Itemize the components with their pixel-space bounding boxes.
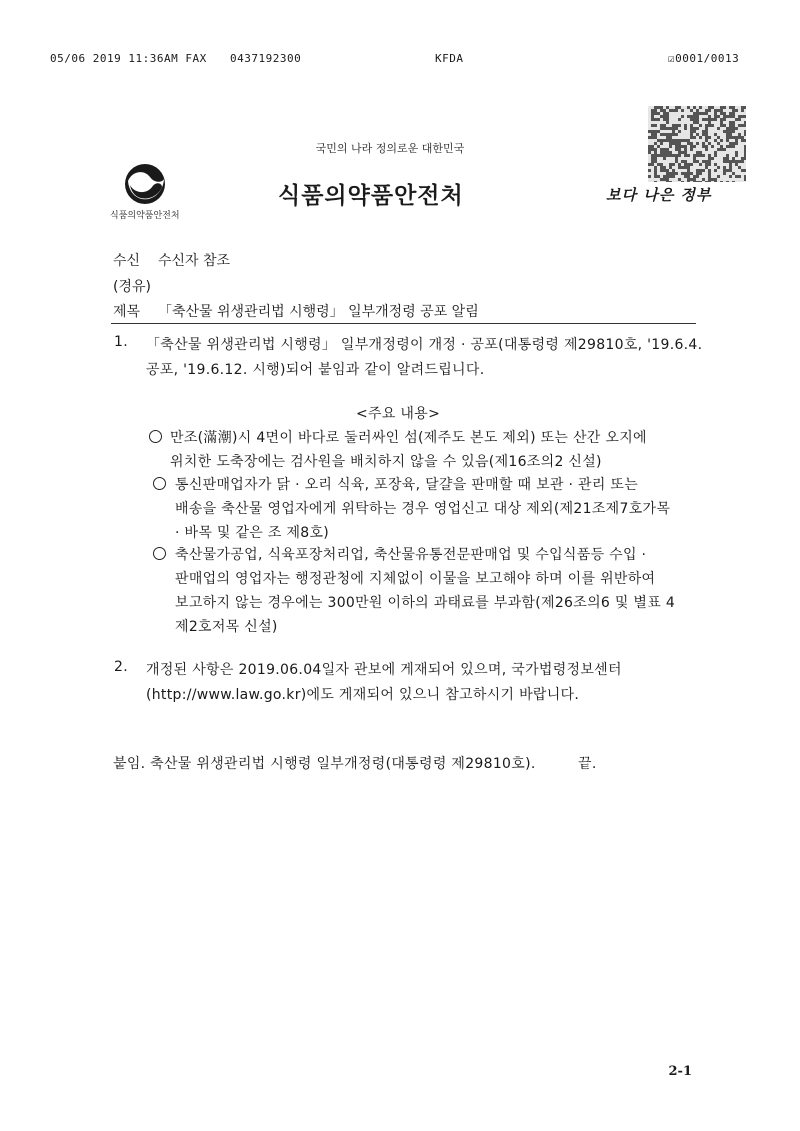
bullet-circle-icon — [153, 547, 166, 560]
fax-datetime: 05/06 2019 11:36AM FAX — [50, 52, 207, 65]
paragraph2-line1: 개정된 사항은 2019.06.04일자 관보에 게재되어 있으며, 국가법령정보센터 — [146, 662, 622, 678]
fax-page-icon: ☑ — [668, 52, 676, 65]
paragraph2-line2: (http://www.law.go.kr)에도 게재되어 있으니 참고하시기 바랍니다. — [146, 687, 580, 703]
qr-code-icon — [648, 106, 746, 182]
item3-line1: 축산물가공업, 식육포장처리업, 축산물유통전문판매업 및 수입식품등 수입 · — [175, 547, 647, 563]
recipient-value: 수신자 참조 — [158, 253, 231, 269]
item3-line3: 보고하지 않는 경우에는 300만원 이하의 과태료를 부과함(제26조의6 및 별표 4 — [175, 595, 676, 611]
recipient-label: 수신 — [113, 253, 141, 269]
main-contents-heading: <주요 내용> — [356, 406, 441, 422]
subject-label: 제목 — [113, 304, 141, 320]
item2-line2: 배송을 축산물 영업자에게 위탁하는 경우 영업신고 대상 제외(제21조제7호가목 — [175, 501, 671, 517]
divider — [111, 323, 696, 324]
slogan: 국민의 나라 정의로운 대한민국 — [315, 142, 465, 155]
item2-line3: · 바목 및 같은 조 제8호) — [175, 525, 330, 541]
agency-title: 식품의약품안전처 — [278, 183, 464, 209]
paragraph1-number: 1. — [114, 334, 128, 350]
paragraph1-line1: 「축산물 위생관리법 시행령」 일부개정령이 개정 · 공포(대통령령 제29810호, '19.6.4. — [146, 337, 703, 353]
page-number: 2-1 — [668, 1064, 692, 1079]
attachment-text: 붙임. 축산물 위생관리법 시행령 일부개정령(대통령령 제29810호). — [113, 756, 536, 772]
via-label: (경유) — [113, 279, 151, 295]
agency-name-small: 식품의약품안전처 — [110, 211, 180, 221]
paragraph1-line2: 공포, '19.6.12. 시행)되어 붙임과 같이 알려드립니다. — [146, 362, 485, 378]
fax-sender: KFDA — [435, 52, 464, 65]
subject-value: 「축산물 위생관리법 시행령」 일부개정령 공포 알림 — [158, 304, 479, 320]
bullet-circle-icon — [149, 430, 162, 443]
item2-line1: 통신판매업자가 닭 · 오리 식육, 포장육, 달걀을 판매할 때 보관 · 관리 또는 — [175, 477, 639, 493]
gov-logo-text: 보다 나은 정부 — [606, 186, 712, 204]
paragraph2-number: 2. — [114, 659, 128, 675]
item3-line4: 제2호저목 신설) — [175, 619, 278, 635]
fax-page-count: ☑0001/0013 — [668, 52, 740, 65]
bullet-circle-icon — [153, 477, 166, 490]
fax-number: 0437192300 — [230, 52, 302, 65]
item3-line2: 판매업의 영업자는 행정관청에 지체없이 이물을 보고해야 하며 이를 위반하여 — [175, 571, 656, 587]
attachment-end-mark: 끝. — [578, 756, 597, 772]
item1-line1: 만조(滿潮)시 4면이 바다로 둘러싸인 섬(제주도 본도 제외) 또는 산간 오지에 — [170, 430, 647, 446]
item1-line2: 위치한 도축장에는 검사원을 배치하지 않을 수 있음(제16조의2 신설) — [170, 454, 602, 470]
taegeuk-emblem-icon — [124, 163, 166, 205]
